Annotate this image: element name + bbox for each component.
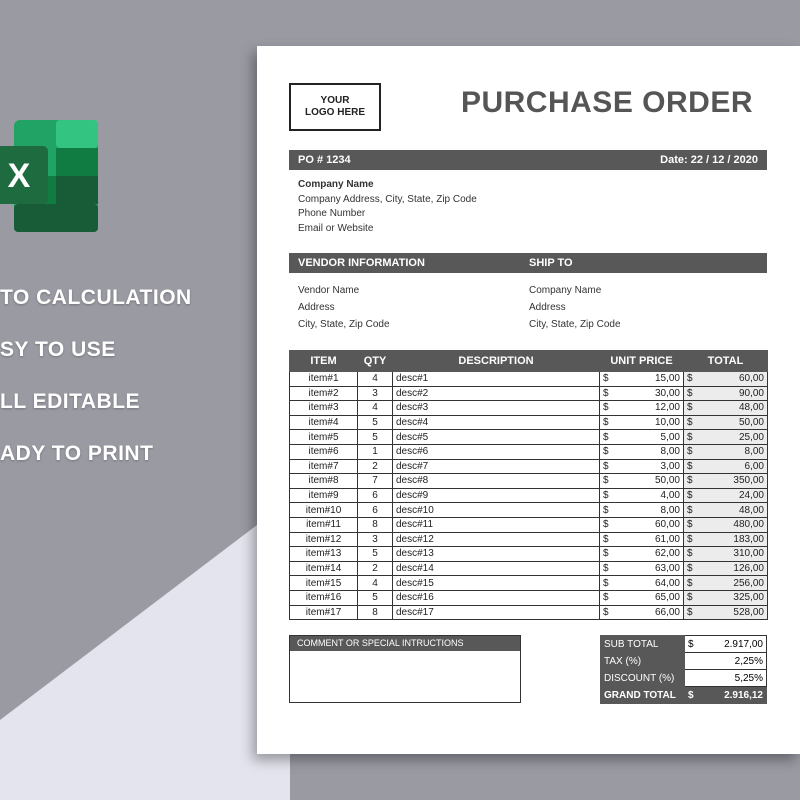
currency-symbol[interactable]: $ xyxy=(684,444,696,459)
currency-symbol[interactable]: $ xyxy=(600,532,612,547)
currency-symbol[interactable]: $ xyxy=(684,605,696,620)
feature-item: SY TO USE xyxy=(0,338,116,361)
currency-symbol[interactable]: $ xyxy=(684,576,696,591)
item-cell[interactable]: item#3 xyxy=(290,401,358,416)
col-header-total: TOTAL xyxy=(684,351,768,372)
item-cell[interactable]: item#8 xyxy=(290,474,358,489)
unit-price-cell[interactable]: 50,00 xyxy=(612,474,684,489)
col-header-unit-price: UNIT PRICE xyxy=(600,351,684,372)
unit-price-cell[interactable]: 3,00 xyxy=(612,459,684,474)
total-cell[interactable]: 325,00 xyxy=(696,590,768,605)
total-cell[interactable]: 350,00 xyxy=(696,474,768,489)
document-title: PURCHASE ORDER xyxy=(460,86,753,119)
currency-symbol[interactable]: $ xyxy=(684,474,696,489)
currency-symbol[interactable]: $ xyxy=(684,590,696,605)
currency-symbol[interactable]: $ xyxy=(600,474,612,489)
item-cell[interactable]: item#7 xyxy=(290,459,358,474)
item-cell[interactable]: item#6 xyxy=(290,444,358,459)
description-cell[interactable]: desc#16 xyxy=(393,590,600,605)
total-cell[interactable]: 528,00 xyxy=(696,605,768,620)
excel-letter: X xyxy=(7,157,31,195)
excel-icon xyxy=(0,120,98,232)
qty-cell[interactable]: 5 xyxy=(358,430,393,445)
total-cell[interactable]: 60,00 xyxy=(696,372,768,387)
company-phone: Phone Number xyxy=(298,208,366,219)
description-cell[interactable]: desc#13 xyxy=(393,547,600,562)
qty-cell[interactable]: 8 xyxy=(358,517,393,532)
item-cell[interactable]: item#4 xyxy=(290,415,358,430)
unit-price-cell[interactable]: 8,00 xyxy=(612,503,684,518)
description-cell[interactable]: desc#7 xyxy=(393,459,600,474)
description-cell[interactable]: desc#6 xyxy=(393,444,600,459)
tax-label: TAX (%) xyxy=(601,653,685,670)
currency-symbol[interactable]: $ xyxy=(600,386,612,401)
description-cell[interactable]: desc#17 xyxy=(393,605,600,620)
currency-symbol[interactable]: $ xyxy=(684,488,696,503)
unit-price-cell[interactable]: 30,00 xyxy=(612,386,684,401)
vendor-header: VENDOR INFORMATION xyxy=(298,257,425,269)
total-cell[interactable]: 6,00 xyxy=(696,459,768,474)
vendor-block xyxy=(298,282,390,333)
currency-symbol[interactable]: $ xyxy=(600,605,612,620)
qty-cell[interactable]: 4 xyxy=(358,401,393,416)
table-row xyxy=(290,517,768,532)
total-cell[interactable]: 25,00 xyxy=(696,430,768,445)
purchase-order-sheet xyxy=(257,46,800,754)
item-cell[interactable]: item#13 xyxy=(290,547,358,562)
total-cell[interactable]: 8,00 xyxy=(696,444,768,459)
currency-symbol: $ xyxy=(685,687,697,704)
table-row xyxy=(290,547,768,562)
qty-cell[interactable]: 3 xyxy=(358,386,393,401)
table-row xyxy=(290,401,768,416)
total-cell[interactable]: 183,00 xyxy=(696,532,768,547)
currency-symbol[interactable]: $ xyxy=(684,532,696,547)
item-cell[interactable]: item#16 xyxy=(290,590,358,605)
summary-table xyxy=(600,635,767,704)
unit-price-cell[interactable]: 5,00 xyxy=(612,430,684,445)
table-row xyxy=(290,488,768,503)
summary-row-discount xyxy=(601,670,767,687)
unit-price-cell[interactable]: 15,00 xyxy=(612,372,684,387)
unit-price-cell[interactable]: 61,00 xyxy=(612,532,684,547)
description-cell[interactable]: desc#15 xyxy=(393,576,600,591)
feature-item: TO CALCULATION xyxy=(0,286,192,309)
description-cell[interactable]: desc#10 xyxy=(393,503,600,518)
unit-price-cell[interactable]: 12,00 xyxy=(612,401,684,416)
currency-symbol[interactable]: $ xyxy=(684,430,696,445)
description-cell[interactable]: desc#14 xyxy=(393,561,600,576)
company-block xyxy=(298,178,477,236)
unit-price-cell[interactable]: 66,00 xyxy=(612,605,684,620)
item-cell[interactable]: item#17 xyxy=(290,605,358,620)
description-cell[interactable]: desc#8 xyxy=(393,474,600,489)
subtotal-label: SUB TOTAL xyxy=(601,636,685,653)
currency-symbol[interactable]: $ xyxy=(600,488,612,503)
subtotal-value: 2.917,00 xyxy=(697,636,767,653)
description-cell[interactable]: desc#11 xyxy=(393,517,600,532)
item-cell[interactable]: item#14 xyxy=(290,561,358,576)
qty-cell[interactable]: 4 xyxy=(358,372,393,387)
currency-symbol[interactable]: $ xyxy=(684,459,696,474)
currency-symbol[interactable]: $ xyxy=(600,415,612,430)
col-header-description: DESCRIPTION xyxy=(393,351,600,372)
comment-box[interactable] xyxy=(289,635,521,703)
total-cell[interactable]: 256,00 xyxy=(696,576,768,591)
vendor-name: Vendor Name xyxy=(298,285,360,296)
table-row xyxy=(290,459,768,474)
items-table xyxy=(289,350,768,620)
table-row xyxy=(290,444,768,459)
qty-cell[interactable]: 1 xyxy=(358,444,393,459)
total-cell[interactable]: 310,00 xyxy=(696,547,768,562)
item-cell[interactable]: item#11 xyxy=(290,517,358,532)
col-header-item: ITEM xyxy=(290,351,358,372)
vendor-ship-header-bar xyxy=(289,253,767,273)
item-cell[interactable]: item#12 xyxy=(290,532,358,547)
qty-cell[interactable]: 6 xyxy=(358,488,393,503)
currency-symbol: $ xyxy=(685,636,697,653)
currency-symbol[interactable]: $ xyxy=(600,401,612,416)
item-cell[interactable]: item#15 xyxy=(290,576,358,591)
item-cell[interactable]: item#9 xyxy=(290,488,358,503)
currency-symbol[interactable]: $ xyxy=(600,576,612,591)
total-cell[interactable]: 126,00 xyxy=(696,561,768,576)
po-number: PO # 1234 xyxy=(298,154,351,166)
col-header-qty: QTY xyxy=(358,351,393,372)
items-header-row xyxy=(290,351,768,372)
discount-value[interactable]: 5,25% xyxy=(685,670,767,687)
po-date: Date: 22 / 12 / 2020 xyxy=(660,154,758,166)
currency-symbol[interactable]: $ xyxy=(684,415,696,430)
total-cell[interactable]: 90,00 xyxy=(696,386,768,401)
total-cell[interactable]: 50,00 xyxy=(696,415,768,430)
description-cell[interactable]: desc#4 xyxy=(393,415,600,430)
currency-symbol[interactable]: $ xyxy=(600,459,612,474)
unit-price-cell[interactable]: 62,00 xyxy=(612,547,684,562)
summary-row-grand-total xyxy=(601,687,767,704)
currency-symbol[interactable]: $ xyxy=(600,517,612,532)
vendor-address: Address xyxy=(298,302,335,313)
currency-symbol[interactable]: $ xyxy=(600,430,612,445)
unit-price-cell[interactable]: 10,00 xyxy=(612,415,684,430)
table-row xyxy=(290,415,768,430)
company-address: Company Address, City, State, Zip Code xyxy=(298,193,477,205)
grand-total-value: 2.916,12 xyxy=(697,687,767,704)
qty-cell[interactable]: 5 xyxy=(358,415,393,430)
description-cell[interactable]: desc#9 xyxy=(393,488,600,503)
qty-cell[interactable]: 3 xyxy=(358,532,393,547)
table-row xyxy=(290,386,768,401)
currency-symbol[interactable]: $ xyxy=(684,561,696,576)
unit-price-cell[interactable]: 4,00 xyxy=(612,488,684,503)
summary-row-subtotal xyxy=(601,636,767,653)
table-row xyxy=(290,561,768,576)
currency-symbol[interactable]: $ xyxy=(684,547,696,562)
currency-symbol[interactable]: $ xyxy=(600,547,612,562)
comment-header: COMMENT OR SPECIAL INTRUCTIONS xyxy=(290,636,520,651)
description-cell[interactable]: desc#12 xyxy=(393,532,600,547)
currency-symbol[interactable]: $ xyxy=(600,503,612,518)
discount-label: DISCOUNT (%) xyxy=(601,670,685,687)
qty-cell[interactable]: 5 xyxy=(358,547,393,562)
ship-header: SHIP TO xyxy=(529,257,573,269)
ship-name: Company Name xyxy=(529,285,602,296)
total-cell[interactable]: 24,00 xyxy=(696,488,768,503)
currency-symbol[interactable]: $ xyxy=(600,561,612,576)
unit-price-cell[interactable]: 63,00 xyxy=(612,561,684,576)
item-cell[interactable]: item#5 xyxy=(290,430,358,445)
feature-item: ADY TO PRINT xyxy=(0,442,154,465)
description-cell[interactable]: desc#3 xyxy=(393,401,600,416)
unit-price-cell[interactable]: 65,00 xyxy=(612,590,684,605)
table-row xyxy=(290,474,768,489)
qty-cell[interactable]: 2 xyxy=(358,561,393,576)
item-cell[interactable]: item#10 xyxy=(290,503,358,518)
table-row xyxy=(290,576,768,591)
table-row xyxy=(290,532,768,547)
qty-cell[interactable]: 5 xyxy=(358,590,393,605)
unit-price-cell[interactable]: 60,00 xyxy=(612,517,684,532)
currency-symbol[interactable]: $ xyxy=(600,372,612,387)
qty-cell[interactable]: 8 xyxy=(358,605,393,620)
grand-total-label: GRAND TOTAL xyxy=(601,687,685,704)
currency-symbol[interactable]: $ xyxy=(600,590,612,605)
description-cell[interactable]: desc#2 xyxy=(393,386,600,401)
qty-cell[interactable]: 4 xyxy=(358,576,393,591)
total-cell[interactable]: 48,00 xyxy=(696,503,768,518)
table-row xyxy=(290,372,768,387)
currency-symbol[interactable]: $ xyxy=(684,517,696,532)
description-cell[interactable]: desc#5 xyxy=(393,430,600,445)
table-row xyxy=(290,590,768,605)
vendor-city: City, State, Zip Code xyxy=(298,319,390,330)
qty-cell[interactable]: 2 xyxy=(358,459,393,474)
ship-address: Address xyxy=(529,302,566,313)
po-header-bar xyxy=(289,150,767,170)
currency-symbol[interactable]: $ xyxy=(684,503,696,518)
table-row xyxy=(290,605,768,620)
summary-row-tax xyxy=(601,653,767,670)
unit-price-cell[interactable]: 64,00 xyxy=(612,576,684,591)
currency-symbol[interactable]: $ xyxy=(684,386,696,401)
table-row xyxy=(290,430,768,445)
qty-cell[interactable]: 7 xyxy=(358,474,393,489)
description-cell[interactable]: desc#1 xyxy=(393,372,600,387)
company-name: Company Name xyxy=(298,179,374,190)
total-cell[interactable]: 480,00 xyxy=(696,517,768,532)
unit-price-cell[interactable]: 8,00 xyxy=(612,444,684,459)
qty-cell[interactable]: 6 xyxy=(358,503,393,518)
item-cell[interactable]: item#1 xyxy=(290,372,358,387)
logo-placeholder: YOUR LOGO HERE xyxy=(289,83,381,131)
tax-value[interactable]: 2,25% xyxy=(685,653,767,670)
ship-city: City, State, Zip Code xyxy=(529,319,621,330)
table-row xyxy=(290,503,768,518)
item-cell[interactable]: item#2 xyxy=(290,386,358,401)
company-email: Email or Website xyxy=(298,222,374,234)
currency-symbol[interactable]: $ xyxy=(684,401,696,416)
currency-symbol[interactable]: $ xyxy=(600,444,612,459)
ship-block xyxy=(529,282,621,333)
feature-item: LL EDITABLE xyxy=(0,390,141,413)
currency-symbol[interactable]: $ xyxy=(684,372,696,387)
total-cell[interactable]: 48,00 xyxy=(696,401,768,416)
